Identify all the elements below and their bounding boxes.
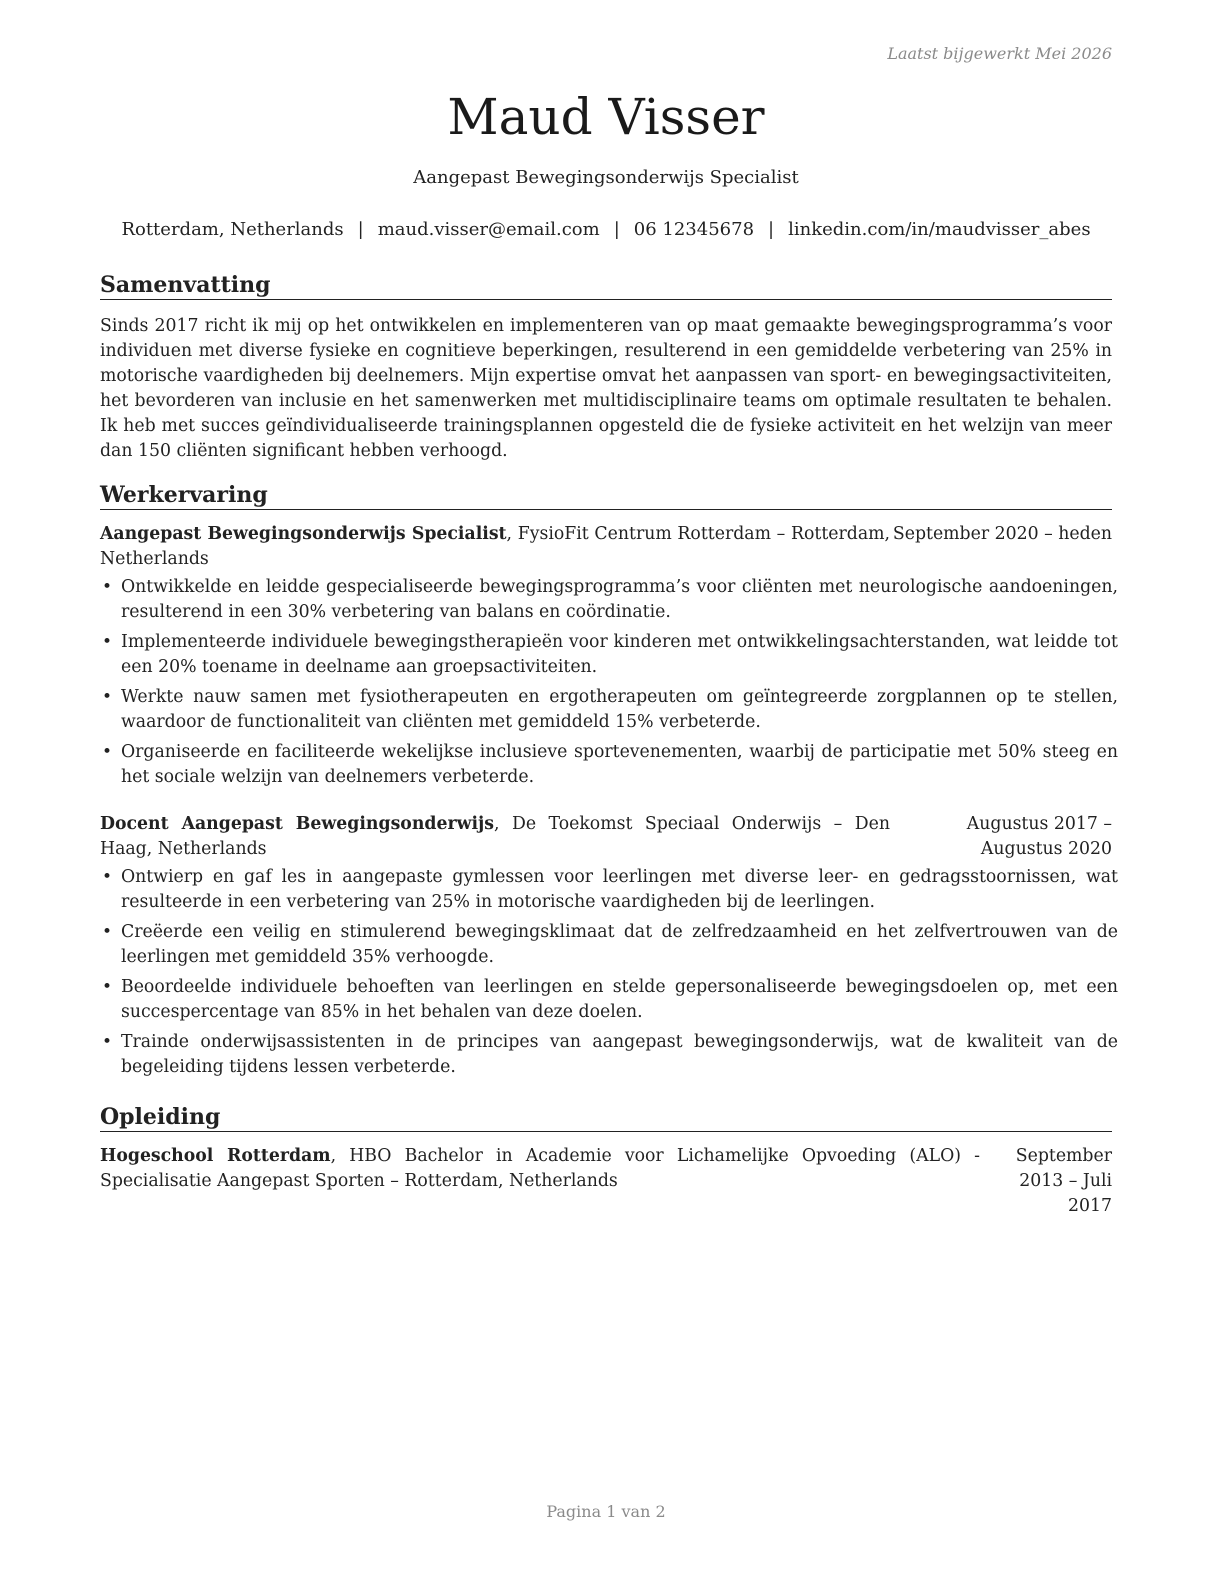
contact-separator: |	[613, 219, 620, 240]
job-bullets	[100, 575, 1118, 790]
resume-page	[100, 0, 1118, 1584]
contact-phone[interactable]: 06 12345678	[633, 219, 755, 240]
list-item: • Beoordeelde individuele behoeften van leerlingen en stelde gepersonaliseerde bewegingsdoelen op, met een succespercentage van 85% in het behalen van deze doelen.	[100, 975, 1118, 1025]
last-updated: Laatst bijgewerkt Mei 2026	[887, 44, 1112, 63]
experience-heading: Werkervaring	[100, 481, 1112, 510]
list-item: • Ontwikkelde en leidde gespecialiseerde bewegingsprogramma’s voor cliënten met neurologische aandoeningen, resulterend in een 30% verbetering van balans en coördinatie.	[100, 575, 1118, 625]
experience-section	[100, 481, 1118, 1085]
contact-linkedin[interactable]: linkedin.com/in/maudvisser_abes	[788, 219, 1091, 240]
education-dates: September 2013 – Juli 2017	[1015, 1146, 1112, 1216]
summary-section	[100, 271, 1112, 464]
summary-heading: Samenvatting	[100, 271, 1112, 300]
education-school: Hogeschool Rotterdam	[100, 1146, 331, 1166]
contact-email[interactable]: maud.visser@email.com	[377, 219, 600, 240]
job-dates: September 2020 – heden	[892, 524, 1112, 544]
contact-separator: |	[768, 219, 775, 240]
contact-line	[100, 219, 1112, 240]
page-number: Pagina 1 van 2	[546, 1502, 666, 1521]
list-item: • Ontwierp en gaf les in aangepaste gymlessen voor leerlingen met diverse leer- en gedragsstoornissen, wat resulteerde in een verbetering van 25% in motorische vaardigheden bij de leerlingen.	[100, 865, 1118, 915]
education-detail: , HBO Bachelor in Academie voor Lichamelijke Opvoeding (ALO) - Specialisatie Aangepast Sporten – Rotterdam, Netherlands	[100, 1146, 980, 1191]
candidate-title: Aangepast Bewegingsonderwijs Specialist	[413, 167, 799, 188]
job-header	[100, 522, 1112, 572]
job-role: Aangepast Bewegingsonderwijs Specialist	[100, 524, 507, 544]
contact-location: Rotterdam, Netherlands	[121, 219, 344, 240]
job-bullets	[100, 865, 1118, 1080]
list-item: • Trainde onderwijsassistenten in de principes van aangepast bewegingsonderwijs, wat de kwaliteit van de begeleiding tijdens lessen verbeterde.	[100, 1030, 1118, 1080]
contact-separator: |	[357, 219, 364, 240]
list-item: • Werkte nauw samen met fysiotherapeuten en ergotherapeuten om geïntegreerde zorgplannen op te stellen, waardoor de functionaliteit van cliënten met gemiddeld 15% verbeterde.	[100, 685, 1118, 735]
list-item: • Organiseerde en faciliteerde wekelijkse inclusieve sportevenementen, waarbij de participatie met 50% steeg en het sociale welzijn van deelnemers verbeterde.	[100, 740, 1118, 790]
job-dates: Augustus 2017 – Augustus 2020	[966, 814, 1112, 859]
candidate-name: Maud Visser	[447, 88, 765, 146]
list-item: • Creëerde een veilig en stimulerend bewegingsklimaat dat de zelfredzaamheid en het zelfvertrouwen van de leerlingen met gemiddeld 35% verhoogde.	[100, 920, 1118, 970]
education-heading: Opleiding	[100, 1103, 1112, 1132]
job-header	[100, 812, 1112, 862]
education-header	[100, 1144, 1112, 1216]
education-entry	[100, 1144, 1112, 1216]
job-role: Docent Aangepast Bewegingsonderwijs	[100, 814, 494, 834]
summary-text: Sinds 2017 richt ik mij op het ontwikkelen en implementeren van op maat gemaakte bewegingsprogramma’s voor individuen met diverse fysieke en cognitieve beperkingen, resulterend in een gemiddelde verbetering van 25% in motorische vaardigheden bij deelnemers. Mijn expertise omvat het aanpassen van sport- en bewegingsactiviteiten, het bevorderen van inclusie en het samenwerken met multidisciplinaire teams om optimale resultaten te behalen. Ik heb met succes geïndividualiseerde trainingsplannen opgesteld die de fysieke activiteit en het welzijn van meer dan 150 cliënten significant hebben verhoogd.	[100, 316, 1112, 461]
job-entry	[100, 812, 1118, 1080]
list-item: • Implementeerde individuele bewegingstherapieën voor kinderen met ontwikkelingsachterstanden, wat leidde tot een 20% toename in deelname aan groepsactiviteiten.	[100, 630, 1118, 680]
education-section	[100, 1103, 1112, 1216]
job-organization: , FysioFit Centrum Rotterdam – Rotterdam, Netherlands	[100, 524, 891, 569]
job-entry	[100, 522, 1118, 790]
job-organization: , De Toekomst Speciaal Onderwijs – Den Haag, Netherlands	[100, 814, 890, 859]
